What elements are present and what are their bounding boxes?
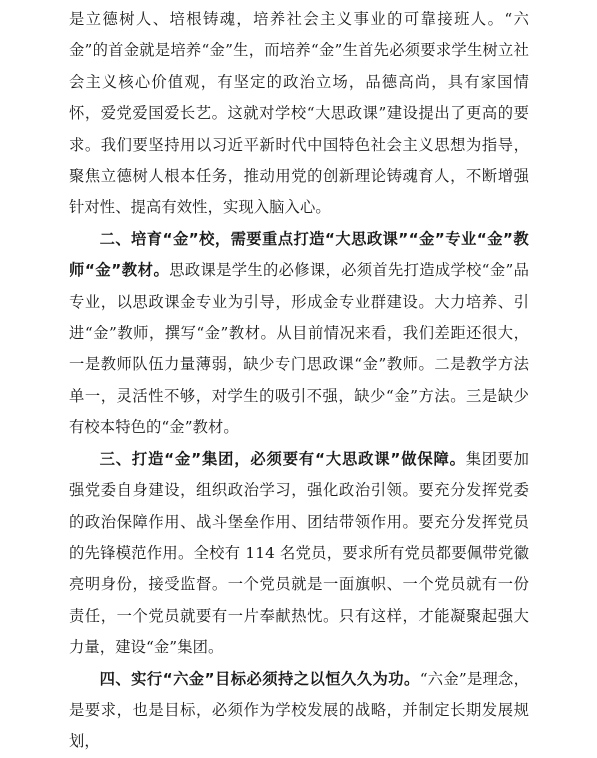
paragraph-section-three bbox=[69, 444, 529, 664]
section-two-text: 思政课是学生的必修课，必须首先打造成学校“金”品专业，以思政课金专业为引导，形成金专业群建设。大力培养、引进“金”教师，撰写“金”教材。从目前情况来看，我们差距还很大，一是教师队伍力量薄弱，缺少专门思政课“金”教师。二是教学方法单一，灵活性不够，对学生的吸引不强，缺少“金”方法。三是缺少有校本特色的“金”教材。 bbox=[69, 261, 529, 437]
paragraph-intro-text: 是立德树人、培根铸魂，培养社会主义事业的可靠接班人。“六金”的首金就是培养“金”生，而培养“金”生首先必须要求学生树立社会主义核心价值观，有坚定的政治立场，品德高尚，具有家国情怀，爱党爱国爱长艺。这就对学校“大思政课”建设提出了更高的要求。我们要坚持用以习近平新时代中国特色社会主义思想为指导，聚焦立德树人根本任务，推动用党的创新理论铸魂育人，不断增强针对性、提高有效性，实现入脑入心。 bbox=[69, 10, 529, 217]
section-two-heading: 二、培育“金”校，需要重点打造“大思政课”“金”专业“金”教师“金”教材。 bbox=[69, 229, 529, 280]
document-body bbox=[69, 4, 529, 758]
paragraph-section-four bbox=[69, 664, 529, 758]
section-three-heading: 三、打造“金”集团，必须要有“大思政课”做保障。 bbox=[99, 449, 466, 468]
section-four-heading: 四、实行“六金”目标必须持之以恒久久为功。 bbox=[99, 669, 420, 688]
section-four-text: “六金”是理念，是要求，也是目标，必须作为学校发展的战略，并制定长期发展规划， bbox=[69, 669, 529, 751]
paragraph-intro bbox=[69, 4, 529, 224]
paragraph-section-two bbox=[69, 224, 529, 444]
section-three-text: 集团要加强党委自身建设，组织政治学习，强化政治引领。要充分发挥党委的政治保障作用、战斗堡垒作用、团结带领作用。要充分发挥党员的先锋模范作用。全校有 114 名党员，要求所有党员都要佩带党徽亮明身份，接受监督。一个党员就是一面旗帜、一个党员就有一份责任，一个党员就要有一片奉献热忱。只有这样，才能凝聚起强大力量，建设“金”集团。 bbox=[69, 449, 529, 657]
